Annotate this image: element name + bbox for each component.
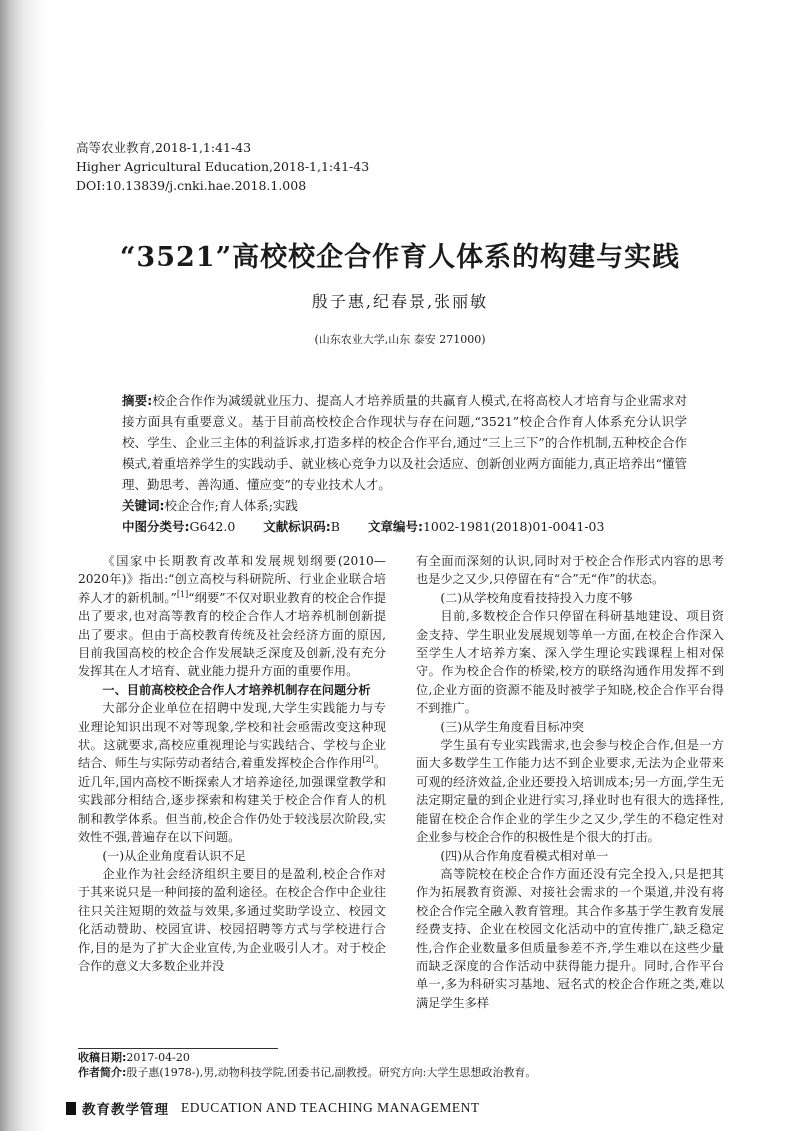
- section-heading-1: 一、目前高校校企合作人才培养机制存在问题分析: [102, 682, 371, 697]
- footnote-divider: [78, 1048, 278, 1049]
- subsection-heading-4: (四)从合作角度看模式相对单一: [440, 848, 609, 863]
- paragraph-intro: [78, 552, 386, 681]
- received-date: [78, 1050, 536, 1065]
- journal-header: [76, 138, 369, 195]
- scan-edge-shadow: [0, 0, 46, 1131]
- paragraph-subsection2: 目前,多数校企合作只停留在科研基地建设、项目资金支持、学生职业发展规划等单一方面,在校企合作深入至学生人才培养方案、深入学生理论实践课程上相对保守。作为校企合作的桥梁,校方的联络沟通作用发挥不到位,企业方面的资源不能及时被学子知晓,校企合作平台得不到推广。: [416, 609, 724, 716]
- author-bio-text: 殷子惠(1978-),男,动物科技学院,团委书记,副教授。研究方向:大学生思想政治教育。: [126, 1066, 537, 1079]
- body-column-left: [78, 552, 386, 975]
- paragraph-section1-text-b: 。近几年,国内高校不断探索人才培养途径,加强课堂教学和实践部分相结合,逐步探索和构建关于校企合作育人的机制和教学体系。但当前,校企合作仍处于较浅层次阶段,实效性不强,普遍存在以下问题。: [78, 756, 387, 845]
- abstract: [122, 390, 687, 495]
- subsection-heading-3: (三)从学生角度看目标冲突: [440, 719, 584, 734]
- footer-section-cn: 教育教学管理: [82, 1102, 169, 1118]
- author-bio: [78, 1065, 536, 1080]
- journal-citation-cn: 高等农业教育,2018-1,1:41-43: [76, 140, 252, 155]
- journal-citation-en: Higher Agricultural Education,2018-1,1:41-43: [76, 159, 370, 174]
- clc-label: 中图分类号:: [122, 519, 190, 534]
- citation-ref: [2]: [362, 755, 374, 765]
- paragraph-section1-text: 大部分企业单位在招聘中发现,大学生实践能力与专业理论知识出现不对等现象,学校和社会亟需改变这种现状。这就要求,高校应重视理论与实践结合、学校与企业结合、师生与实际劳动者结合,着重发挥校企合作作用: [78, 701, 386, 771]
- keywords: [122, 495, 687, 516]
- doccode-label: 文献标识码:: [263, 519, 331, 534]
- page-footer: [66, 1098, 480, 1118]
- subsection-heading-1: (一)从企业角度看认识不足: [102, 848, 246, 863]
- citation-ref: [1]: [176, 589, 189, 599]
- paragraph-intro-text: 《国家中长期教育改革和发展规划纲要(2010—2020年)》指出:“创立高校与科研院所、行业企业联合培养人才的新机制。”: [78, 554, 386, 605]
- footer-section-en: EDUCATION AND TEACHING MANAGEMENT: [181, 1100, 480, 1115]
- affiliation: (山东农业大学,山东 泰安 271000): [314, 333, 486, 346]
- paragraph-subsection3: 学生虽有专业实践需求,也会参与校企合作,但是一方面大多数学生工作能力达不到企业要求,无法为企业带来可观的经济效益,企业还要投入培训成本;另一方面,学生无法定期定量的到企业进行实习,择业时也有很大的选择性,能留在校企合作企业的学生少之又少,学生的不稳定性对企业参与校企合作的积极性是个很大的打击。: [416, 738, 724, 845]
- paragraph-subsection1-cont: 有全面而深刻的认识,同时对于校企合作形式内容的思考也是少之又少,只停留在有“合”无“作”的状态。: [416, 554, 724, 587]
- received-label: 收稿日期:: [78, 1051, 127, 1064]
- footnote: [78, 1050, 536, 1080]
- paper-title: “3521”高校校企合作育人体系的构建与实践: [119, 242, 681, 273]
- abstract-block: [122, 390, 687, 537]
- classification-row: [122, 516, 687, 537]
- doccode-value: B: [330, 519, 340, 534]
- received-value: 2017-04-20: [126, 1051, 190, 1064]
- paragraph-section1: [78, 699, 386, 846]
- author-bio-label: 作者简介:: [78, 1066, 127, 1079]
- article-number: [368, 516, 604, 537]
- paragraph-subsection1: 企业作为社会经济组织主要目的是盈利,校企合作对于其来说只是一种间接的盈利途径。在校企合作中企业往往只关注短期的效益与效果,多通过奖助学设立、校园文化活动赞助、校园宣讲、校园招聘等方式与学校进行合作,目的是为了扩大企业宣传,为企业吸引人才。对于校企合作的意义大多数企业并没: [78, 866, 386, 973]
- authors: 殷子惠,纪春景,张丽敏: [311, 292, 489, 311]
- paragraph-intro-text-b: “纲要”不仅对职业教育的校企合作提出了要求,也对高等教育的校企合作人才培养机制创新提出了要求。但由于高校教育传统及社会经济方面的原因,目前我国高校的校企合作发展缺乏深度及创新,没有充分发挥其在人才培育、就业能力提升方面的重要作用。: [78, 590, 386, 679]
- footer-square-icon: [66, 1102, 76, 1115]
- keywords-label: 关键词:: [122, 498, 165, 513]
- clc-value: G642.0: [189, 519, 236, 534]
- article-label: 文章编号:: [367, 519, 423, 534]
- clc-number: [122, 516, 235, 537]
- abstract-label: 摘要:: [122, 393, 153, 408]
- keywords-text: 校企合作;育人体系;实践: [164, 498, 298, 513]
- abstract-text: 校企合作作为减缓就业压力、提高人才培养质量的共赢育人模式,在将高校人才培育与企业需求对接方面具有重要意义。基于目前高校校企合作现状与存在问题,“3521”校企合作育人体系充分认识学校、学生、企业三主体的利益诉求,打造多样的校企合作平台,通过“三上三下”的合作机制,五种校企合作模式,着重培养学生的实践动手、就业核心竞争力以及社会适应、创新创业两方面能力,真正培养出“懂管理、勤思考、善沟通、懂应变”的专业技术人才。: [122, 393, 688, 492]
- article-value: 1002-1981(2018)01-0041-03: [422, 519, 605, 534]
- paragraph-subsection4: 高等院校在校企合作方面还没有完全投入,只是把其作为拓展教育资源、对接社会需求的一个渠道,并没有将校企合作完全融入教育管理。其合作多基于学生教育发展经费支持、企业在校园文化活动中的宣传推广,缺乏稳定性,合作企业数量多但质量参差不齐,学生难以在这些少量而缺乏深度的合作活动中获得能力提升。同时,合作平台单一,多为科研实习基地、冠名式的校企合作班之类,难以满足学生多样: [416, 866, 724, 1010]
- body-column-right: [416, 552, 724, 1012]
- doi: DOI:10.13839/j.cnki.hae.2018.1.008: [76, 178, 307, 193]
- document-code: [263, 516, 340, 537]
- subsection-heading-2: (二)从学校角度看技持投入力度不够: [440, 590, 633, 605]
